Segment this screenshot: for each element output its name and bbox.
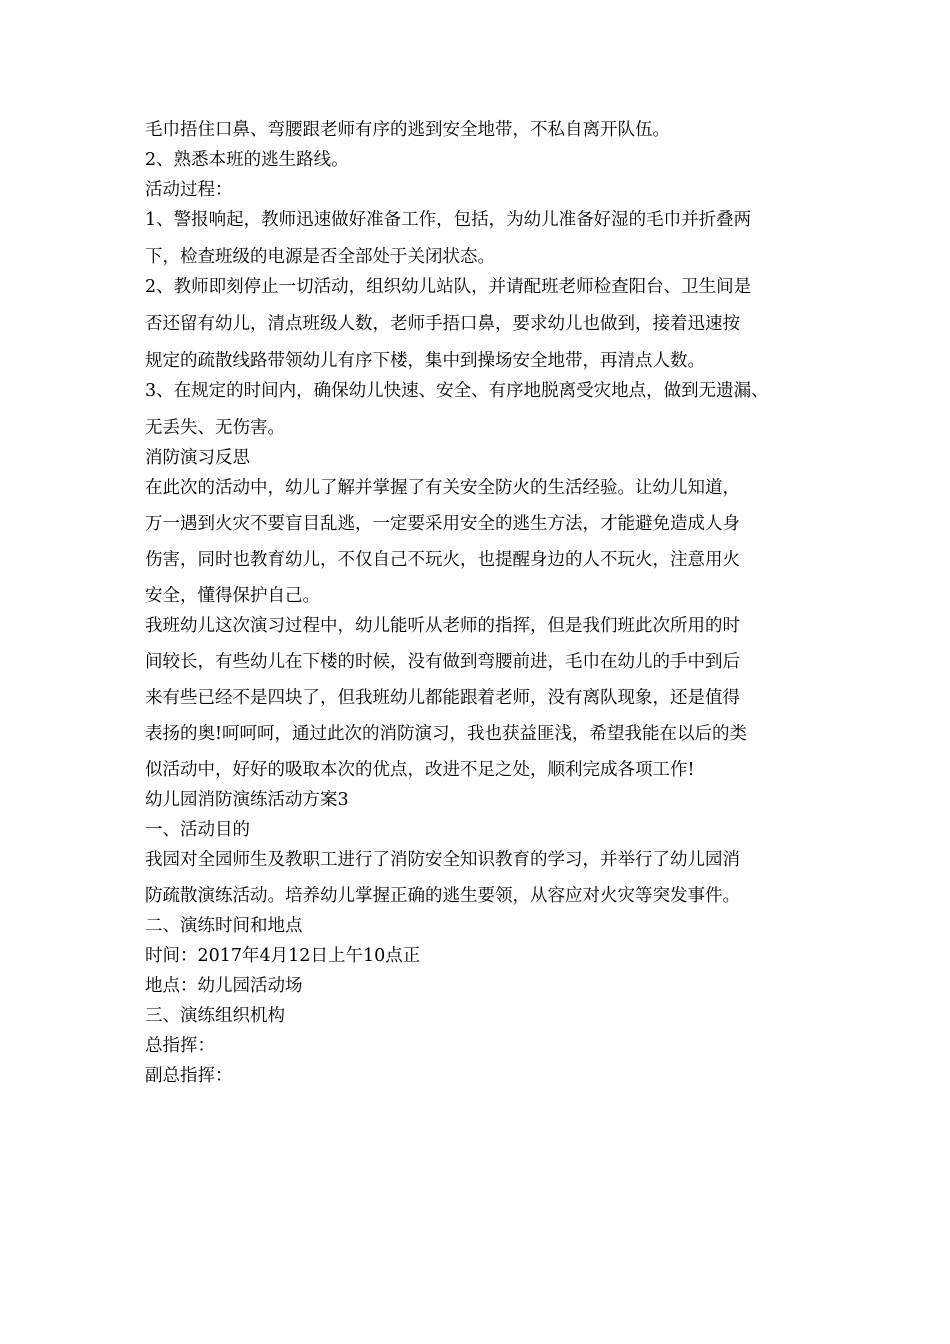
text-line: 安全，懂得保护自己。: [145, 586, 320, 606]
text-line: 防疏散演练活动。培养幼儿掌握正确的逃生要领，从容应对火灾等突发事件。: [145, 886, 740, 906]
document-title: 幼儿园消防演练活动方案3: [145, 790, 349, 810]
text-line: 表扬的奥!呵呵呵，通过此次的消防演习，我也获益匪浅，希望我能在以后的类: [145, 724, 748, 744]
text-line: 万一遇到火灾不要盲目乱逃，一定要采用安全的逃生方法，才能避免造成人身: [145, 514, 740, 534]
text-line: 下，检查班级的电源是否全部处于关闭状态。: [145, 247, 495, 267]
text-line: 来有些已经不是四块了，但我班幼儿都能跟着老师，没有离队现象，还是值得: [145, 688, 740, 708]
text-line: 无丢失、无伤害。: [145, 418, 285, 438]
text-line: 副总指挥：: [145, 1066, 233, 1086]
text-line: 间较长，有些幼儿在下楼的时候，没有做到弯腰前进，毛巾在幼儿的手中到后: [145, 652, 740, 672]
section-heading: 一、活动目的: [145, 820, 250, 840]
section-heading: 活动过程：: [145, 180, 233, 200]
section-heading: 二、演练时间和地点: [145, 916, 303, 936]
text-line: 在此次的活动中，幼儿了解并掌握了有关安全防火的生活经验。让幼儿知道，: [145, 478, 740, 498]
text-line: 3、在规定的时间内，确保幼儿快速、安全、有序地脱离受灾地点，做到无遗漏、: [145, 381, 769, 401]
document-body: [145, 120, 825, 1096]
text-line: 2、熟悉本班的逃生路线。: [145, 150, 349, 170]
text-line: 地点：幼儿园活动场: [145, 976, 303, 996]
text-line: 时间：2017年4月12日上午10点正: [145, 946, 421, 966]
section-heading: 消防演习反思: [145, 448, 250, 468]
section-heading: 三、演练组织机构: [145, 1006, 285, 1026]
text-line: 1、警报响起，教师迅速做好准备工作，包括，为幼儿准备好湿的毛巾并折叠两: [145, 210, 752, 230]
text-line: 我班幼儿这次演习过程中，幼儿能听从老师的指挥，但是我们班此次所用的时: [145, 616, 740, 636]
text-line: 否还留有幼儿，清点班级人数，老师手捂口鼻，要求幼儿也做到，接着迅速按: [145, 314, 740, 334]
text-line: 总指挥：: [145, 1036, 215, 1056]
text-line: 似活动中，好好的吸取本次的优点，改进不足之处，顺利完成各项工作!: [145, 760, 695, 780]
text-line: 伤害，同时也教育幼儿，不仅自己不玩火，也提醒身边的人不玩火，注意用火: [145, 550, 740, 570]
text-line: 毛巾捂住口鼻、弯腰跟老师有序的逃到安全地带，不私自离开队伍。: [145, 120, 670, 140]
text-line: 2、教师即刻停止一切活动，组织幼儿站队，并请配班老师检查阳台、卫生间是: [145, 277, 752, 297]
text-line: 我园对全园师生及教职工进行了消防安全知识教育的学习，并举行了幼儿园消: [145, 850, 740, 870]
text-line: 规定的疏散线路带领幼儿有序下楼，集中到操场安全地带，再清点人数。: [145, 351, 705, 371]
